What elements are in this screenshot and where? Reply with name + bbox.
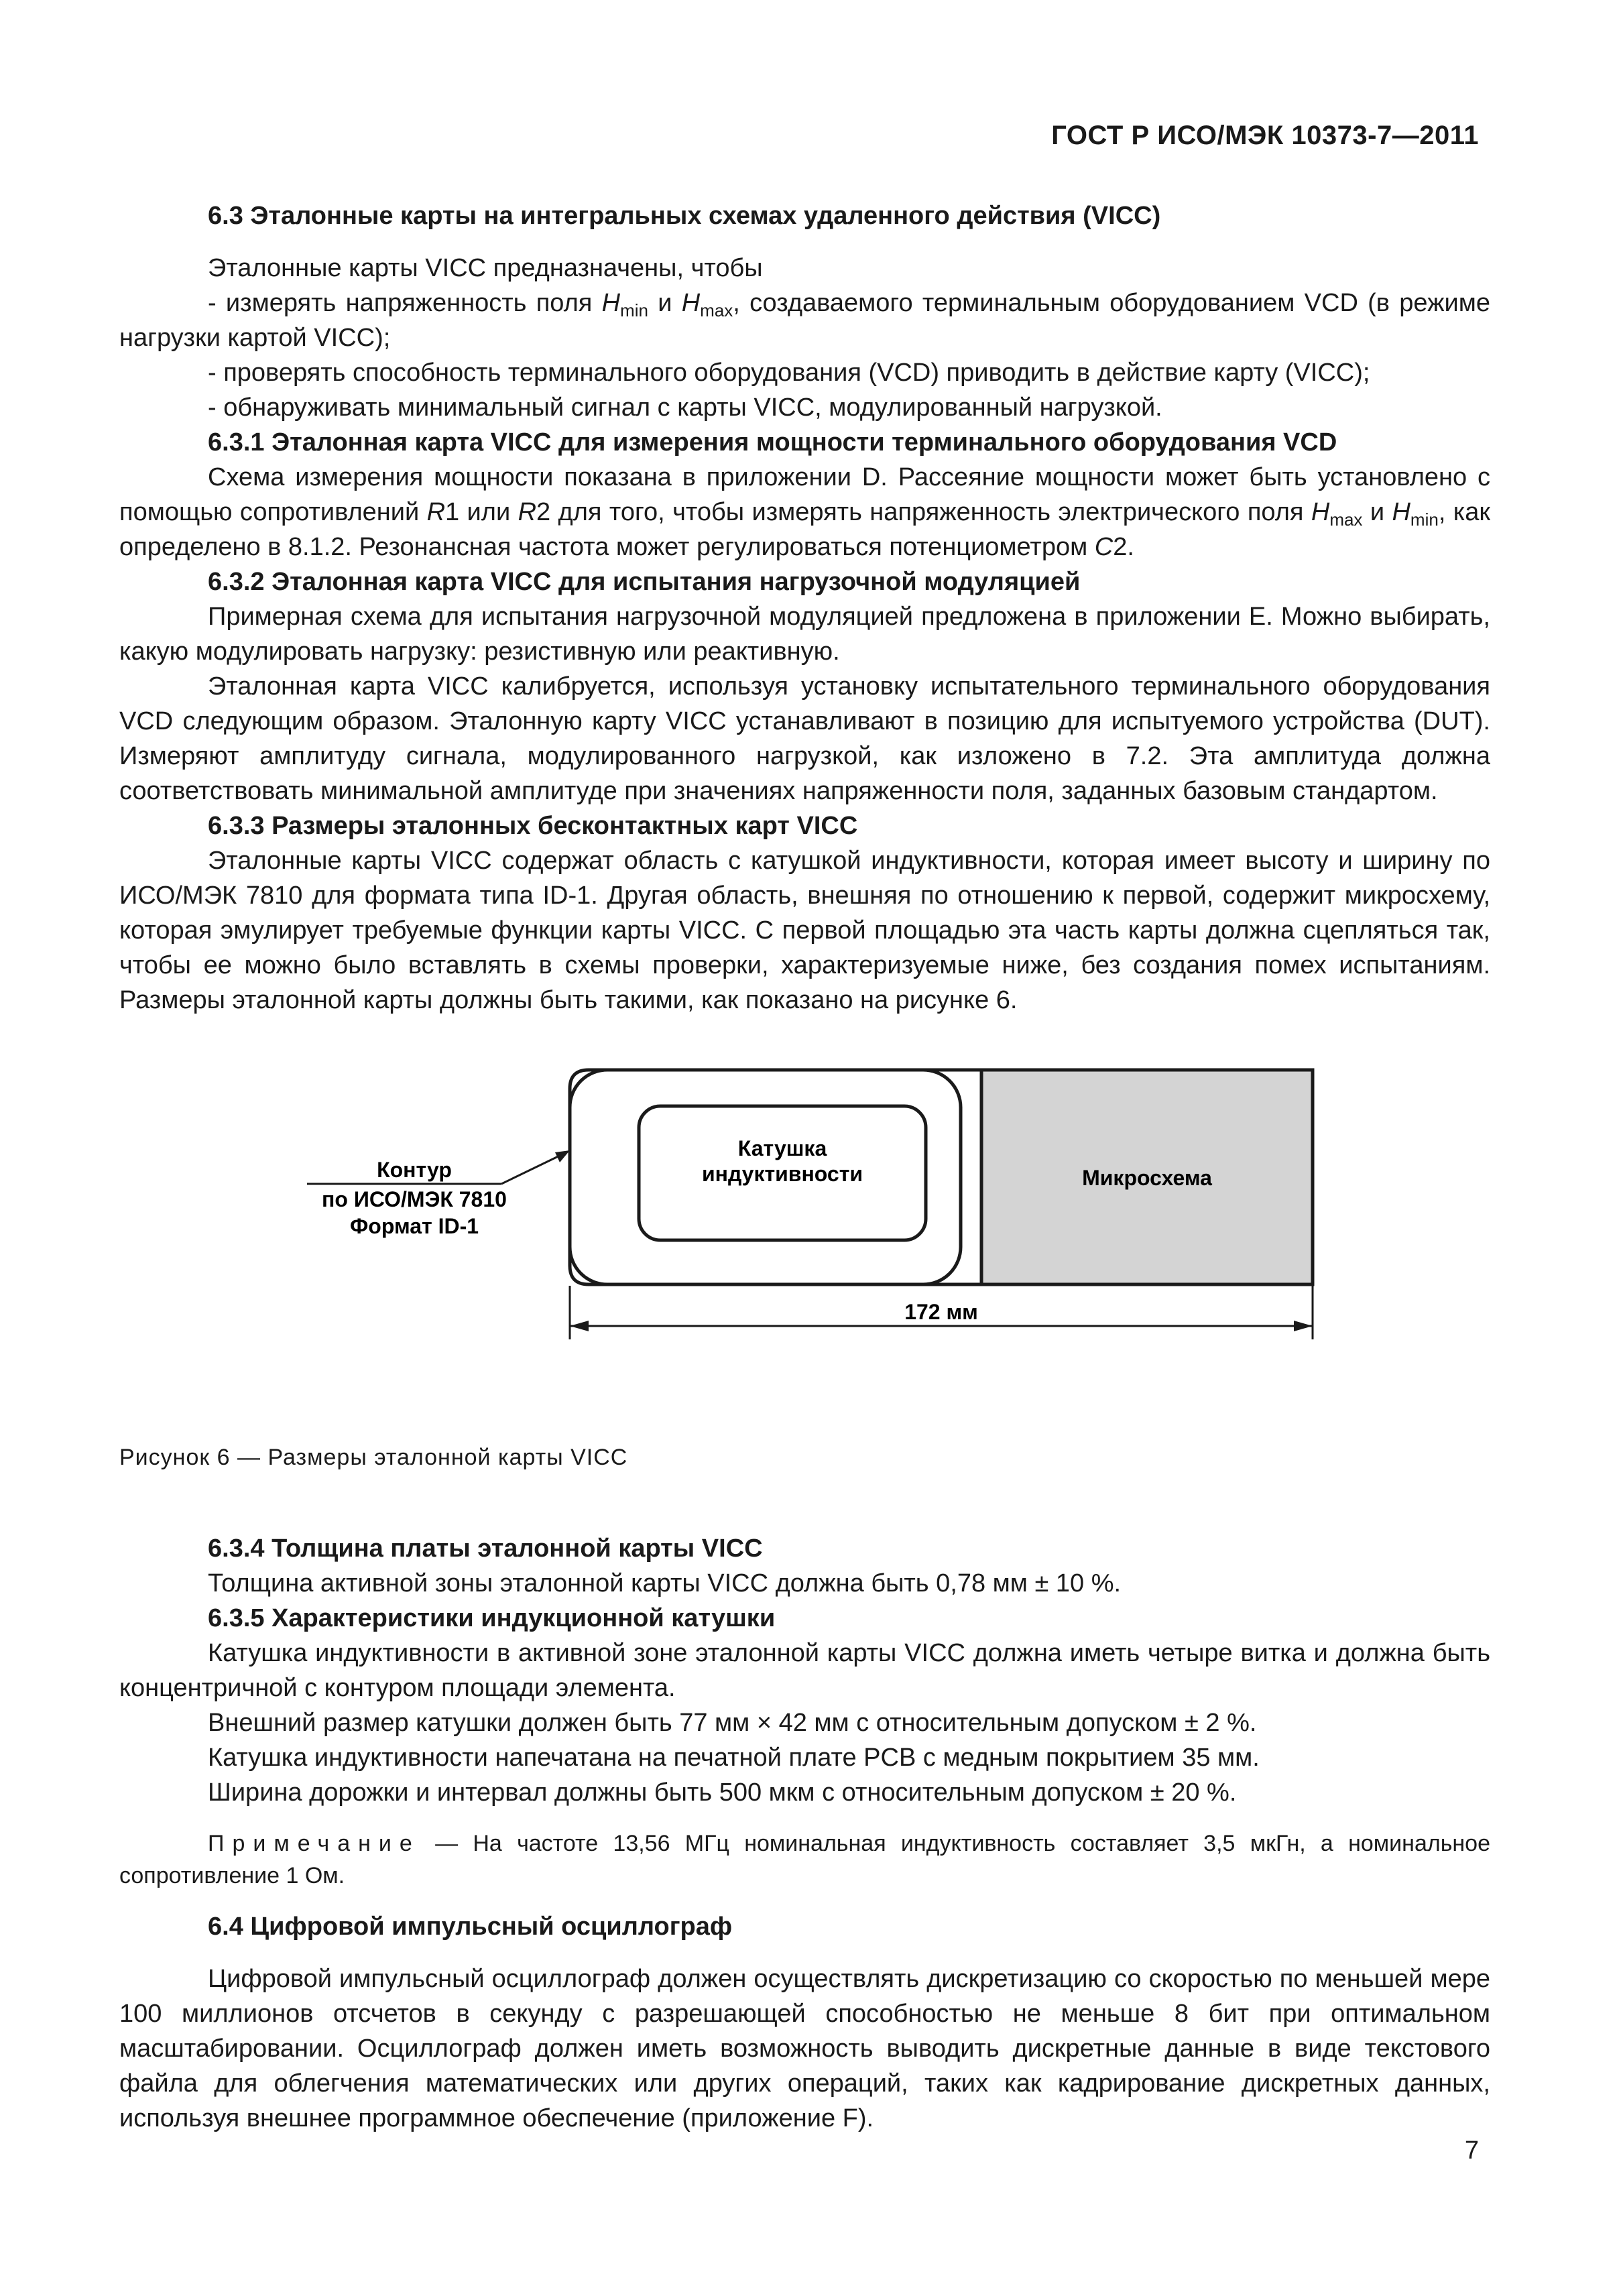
section-6-3-5-heading: 6.3.5 Характеристики индукционной катушки — [208, 1604, 776, 1632]
section-6-4-paragraph: Цифровой импульсный осциллограф должен осуществлять дискретизацию со скоростью по меньшей мере 100 миллионов отсчетов в секунду с разрешающей способностью не меньше 8 бит при оптимальном масштабировании. Осциллограф должен иметь возможность выводить дискретные данные в виде текстового файла для облегчения математических или других операций, таких как кадрирование дискретных данных, используя внешнее программное обеспечение (приложение F). — [119, 1965, 1490, 2132]
contour-label-line-3: Формат ID-1 — [349, 1214, 479, 1238]
section-6-3-bullet-1: - измерять напряженность поля $H_{min}$ и $H_{max}$, создаваемого терминальным оборудованием VCD (в режиме нагрузки картой VICC); — [119, 289, 1491, 352]
section-6-3-bullet-2: - проверять способность терминального оборудования (VCD) приводить в действие карту (VICC); — [208, 359, 1370, 387]
section-6-3-4-paragraph: Толщина активной зоны эталонной карты VICC должна быть 0,78 мм ± 10 %. — [208, 1569, 1122, 1597]
section-6-3-3-paragraph: Эталонные карты VICC содержат область с катушкой индуктивности, которая имеет высоту и ширину по ИСО/МЭК 7810 для формата типа ID-1. Другая область, внешняя по отношению к первой, содержит микросхему, которая эмулирует требуемые функции карты VICC. С первой площадью эта часть карты должна сцепляться так, чтобы ее можно было вставлять в схемы проверки, характеризуемые ниже, без создания помех испытаниям. Размеры эталонной карты должны быть такими, как показано на рисунке 6. — [119, 847, 1490, 1014]
note-label: Примечание — [208, 1831, 420, 1856]
coil-label-line-2: индуктивности — [701, 1162, 863, 1186]
figure-6-caption: Рисунок 6 — Размеры эталонной карты VICC — [119, 1445, 628, 1470]
section-6-3-1-heading: 6.3.1 Эталонная карта VICC для измерения мощности терминального оборудования VCD — [208, 428, 1337, 457]
section-6-3-intro: Эталонные карты VICC предназначены, чтобы — [208, 254, 763, 282]
microchip-label: Микросхема — [1082, 1166, 1212, 1190]
card-diagram-svg — [119, 1058, 1490, 1440]
dimension-arrow-left — [570, 1321, 589, 1331]
section-6-3-4-heading: 6.3.4 Толщина платы эталонной карты VICC — [208, 1534, 763, 1563]
section-6-3-2-paragraph-1: Примерная схема для испытания нагрузочной модуляцией предложена в приложении E. Можно выбирать, какую модулировать нагрузку: резистивную или реактивную. — [119, 603, 1490, 666]
section-6-3-heading: 6.3 Эталонные карты на интегральных схемах удаленного действия (VICC) — [208, 202, 1161, 230]
contour-leader-line — [501, 1153, 565, 1184]
section-6-3-3-heading: 6.3.3 Размеры эталонных бесконтактных карт VICC — [208, 812, 858, 840]
figure-6-card-diagram — [119, 1058, 1490, 1440]
section-6-3-2-paragraph-2: Эталонная карта VICC калибруется, используя установку испытательного терминального оборудования VCD следующим образом. Эталонную карту VICC устанавливают в позицию для испытуемого устройства (DUT). Измеряют амплитуду сигнала, модулированного нагрузкой, как изложено в 7.2. Эта амплитуда должна соответствовать минимальной амплитуде при значениях напряженности поля, заданных базовым стандартом. — [119, 672, 1490, 805]
contour-leader-arrowhead — [555, 1150, 570, 1162]
section-6-3-2-heading: 6.3.2 Эталонная карта VICC для испытания нагрузочной модуляцией — [208, 568, 1081, 596]
standard-header: ГОСТ Р ИСО/МЭК 10373-7—2011 — [1051, 121, 1479, 150]
dimension-arrow-right — [1294, 1321, 1313, 1331]
document-body — [119, 198, 1490, 2136]
section-6-3-5-paragraph-1: Катушка индуктивности в активной зоне эталонной карты VICC должна иметь четыре витка и должна быть концентричной с контуром площади элемента. — [119, 1639, 1490, 1702]
section-6-3-5-paragraph-4: Ширина дорожки и интервал должны быть 500 мкм с относительным допуском ± 20 %. — [208, 1778, 1237, 1807]
note-text: — На частоте 13,56 МГц номинальная индуктивность составляет 3,5 мкГн, а номинальное сопротивление 1 Ом. — [119, 1831, 1490, 1888]
section-6-4-heading: 6.4 Цифровой импульсный осциллограф — [208, 1913, 733, 1941]
dimension-label: 172 мм — [904, 1300, 978, 1324]
contour-label-line-2: по ИСО/МЭК 7810 — [322, 1187, 507, 1211]
contour-label-line-1: Контур — [377, 1158, 452, 1182]
section-6-3-5-paragraph-2: Внешний размер катушки должен быть 77 мм × 42 мм с относительным допуском ± 2 %. — [208, 1709, 1257, 1737]
section-6-3-1-paragraph: Схема измерения мощности показана в приложении D. Рассеяние мощности может быть установлено с помощью сопротивлений R1 или R2 для того, чтобы измерять напряженность электрического поля $H_{max}$ и $H_{min}$, как определено в 8.1.2. Резонансная частота может регулироваться потенциометром C2. — [119, 463, 1490, 561]
section-6-3-5-paragraph-3: Катушка индуктивности напечатана на печатной плате PCB с медным покрытием 35 мм. — [208, 1744, 1260, 1772]
note — [119, 1827, 1490, 1892]
page-number: 7 — [1464, 2136, 1479, 2165]
section-6-3-bullet-3: - обнаруживать минимальный сигнал с карты VICC, модулированный нагрузкой. — [208, 394, 1162, 422]
coil-label-line-1: Катушка — [737, 1136, 827, 1160]
